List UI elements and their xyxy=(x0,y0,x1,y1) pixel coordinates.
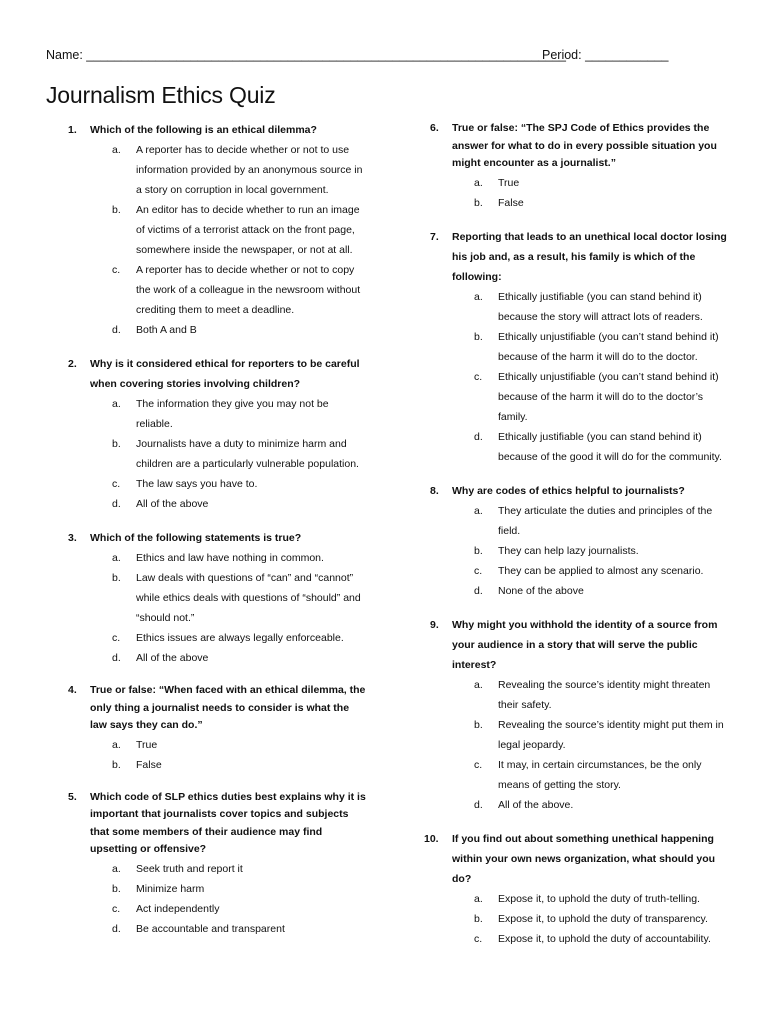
answer-option xyxy=(452,173,728,193)
answer-option xyxy=(90,140,368,200)
option-text: True xyxy=(136,738,158,751)
question-text: If you find out about something unethical happening within your own news organization, what should you do? xyxy=(452,832,716,885)
option-text: A reporter has to decide whether or not to use information provided by an anonymous source in a story on corruption in local government. xyxy=(136,144,363,196)
option-letter: a. xyxy=(474,290,483,303)
answer-option xyxy=(90,568,368,628)
question-text: Why are codes of ethics helpful to journalists? xyxy=(452,484,685,497)
option-text: Revealing the source’s identity might put them in legal jeopardy. xyxy=(498,718,724,751)
answer-option xyxy=(452,675,728,715)
option-text: The law says you have to. xyxy=(136,478,258,490)
option-letter: c. xyxy=(112,902,121,915)
option-text: Journalists have a duty to minimize harm and children are a particularly vulnerable population. xyxy=(136,438,359,470)
option-letter: d. xyxy=(112,498,121,510)
question-1 xyxy=(46,120,368,340)
question-text: Which code of SLP ethics duties best explains why it is important that journalists cover topics and subjects that some members of their audience may find upsetting or offensive? xyxy=(90,790,366,855)
question-2 xyxy=(46,354,368,514)
option-text: Ethically justifiable (you can stand behind it) because the story will attract lots of readers. xyxy=(498,290,703,323)
answer-option xyxy=(90,200,368,260)
option-letter: b. xyxy=(112,882,121,895)
option-letter: b. xyxy=(112,438,121,450)
option-letter: d. xyxy=(474,430,483,443)
question-text: Reporting that leads to an unethical local doctor losing his job and, as a result, his family is which of the following: xyxy=(452,230,727,283)
answer-option xyxy=(452,795,728,815)
answer-option xyxy=(90,755,368,775)
question-9 xyxy=(408,615,728,815)
option-letter: b. xyxy=(474,912,483,925)
question-10 xyxy=(408,829,728,949)
option-letter: a. xyxy=(112,552,121,564)
answer-options xyxy=(452,501,728,601)
option-letter: c. xyxy=(474,564,483,577)
answer-option xyxy=(452,755,728,795)
option-text: False xyxy=(136,758,162,771)
answer-option xyxy=(90,899,368,919)
option-text: Ethics and law have nothing in common. xyxy=(136,552,324,564)
answer-option xyxy=(452,427,728,467)
option-text: Ethically unjustifiable (you can’t stand behind it) because of the harm it will do to the doctor. xyxy=(498,330,719,363)
option-text: Be accountable and transparent xyxy=(136,922,285,935)
header xyxy=(46,48,726,62)
question-number: 8. xyxy=(430,484,439,497)
option-text: A reporter has to decide whether or not to copy the work of a colleague in the newsroom without crediting them to meet a deadline. xyxy=(136,264,361,316)
answer-option xyxy=(452,367,728,427)
question-number: 3. xyxy=(68,532,77,544)
option-text: Minimize harm xyxy=(136,882,205,895)
question-number: 6. xyxy=(430,122,439,134)
answer-options xyxy=(452,675,728,815)
option-letter: a. xyxy=(112,862,121,875)
left-column xyxy=(46,120,368,939)
answer-option xyxy=(90,628,368,648)
answer-option xyxy=(90,735,368,755)
question-text: True or false: “When faced with an ethical dilemma, the only thing a journalist needs to consider is what the law says they can do.” xyxy=(90,684,366,731)
question-3 xyxy=(46,528,368,668)
answer-option xyxy=(452,561,728,581)
period-field-line: Period: ____________ xyxy=(542,48,669,62)
question-5 xyxy=(46,789,368,939)
option-text: They articulate the duties and principles of the field. xyxy=(498,504,713,537)
question-8 xyxy=(408,481,728,601)
answer-option xyxy=(452,327,728,367)
option-letter: c. xyxy=(474,758,483,771)
answer-option xyxy=(90,879,368,899)
answer-options xyxy=(90,859,368,939)
option-letter: d. xyxy=(112,922,121,935)
option-letter: c. xyxy=(474,370,483,383)
option-letter: b. xyxy=(474,718,483,731)
answer-option xyxy=(452,715,728,755)
question-4 xyxy=(46,682,368,775)
answer-option xyxy=(90,548,368,568)
option-letter: c. xyxy=(112,264,121,276)
option-letter: a. xyxy=(112,738,121,751)
option-letter: d. xyxy=(112,324,121,336)
question-number: 7. xyxy=(430,230,439,243)
question-number: 10. xyxy=(424,832,439,845)
question-text: True or false: “The SPJ Code of Ethics provides the answer for what to do in every possible situation you might encounter as a journalist.” xyxy=(452,122,717,169)
option-letter: b. xyxy=(112,204,121,216)
question-text: Why is it considered ethical for reporters to be careful when covering stories involving children? xyxy=(90,358,360,390)
option-letter: a. xyxy=(474,176,483,189)
option-text: All of the above. xyxy=(498,798,574,811)
answer-option xyxy=(90,474,368,494)
answer-option xyxy=(452,287,728,327)
option-letter: d. xyxy=(112,652,121,664)
answer-option xyxy=(452,541,728,561)
right-column xyxy=(408,120,728,949)
option-text: Ethically justifiable (you can stand behind it) because of the good it will do for the community. xyxy=(498,430,722,463)
option-text: They can help lazy journalists. xyxy=(498,544,639,557)
answer-option xyxy=(90,434,368,474)
question-text: Which of the following statements is true? xyxy=(90,532,302,544)
answer-options xyxy=(90,548,368,668)
option-letter: b. xyxy=(474,544,483,557)
answer-options xyxy=(452,173,728,213)
option-letter: b. xyxy=(474,196,483,209)
option-letter: b. xyxy=(474,330,483,343)
option-letter: c. xyxy=(112,478,121,490)
option-text: False xyxy=(498,196,524,209)
answer-option xyxy=(90,919,368,939)
option-letter: a. xyxy=(474,504,483,517)
answer-option xyxy=(452,889,728,909)
answer-option xyxy=(452,909,728,929)
option-letter: d. xyxy=(474,584,483,597)
question-6 xyxy=(408,120,728,213)
question-text: Why might you withhold the identity of a source from your audience in a story that will serve the public interest? xyxy=(452,618,718,671)
option-text: True xyxy=(498,176,520,189)
option-text: None of the above xyxy=(498,584,584,597)
option-letter: a. xyxy=(112,398,121,410)
answer-option xyxy=(452,501,728,541)
answer-option xyxy=(90,648,368,668)
answer-option xyxy=(452,193,728,213)
option-text: Expose it, to uphold the duty of truth-telling. xyxy=(498,892,700,905)
option-text: The information they give you may not be reliable. xyxy=(136,398,329,430)
option-letter: c. xyxy=(474,932,483,945)
option-text: They can be applied to almost any scenario. xyxy=(498,564,704,577)
option-text: Ethically unjustifiable (you can’t stand behind it) because of the harm it will do to the doctor’s family. xyxy=(498,370,719,423)
option-text: Both A and B xyxy=(136,324,197,336)
answer-option xyxy=(452,929,728,949)
question-text: Which of the following is an ethical dilemma? xyxy=(90,124,317,136)
answer-options xyxy=(90,394,368,514)
question-number: 9. xyxy=(430,618,439,631)
option-text: Seek truth and report it xyxy=(136,862,243,875)
option-text: Act independently xyxy=(136,902,220,915)
name-field-line: Name: _____________________________________________________________________ xyxy=(46,48,566,62)
option-text: Expose it, to uphold the duty of transparency. xyxy=(498,912,708,925)
question-7 xyxy=(408,227,728,467)
option-text: All of the above xyxy=(136,652,209,664)
option-text: An editor has to decide whether to run an image of victims of a terrorist attack on the front page, somewhere inside the newspaper, or not at all. xyxy=(136,204,360,256)
question-number: 4. xyxy=(68,684,77,696)
answer-options xyxy=(90,735,368,775)
answer-option xyxy=(452,581,728,601)
option-letter: b. xyxy=(112,572,121,584)
option-text: All of the above xyxy=(136,498,209,510)
answer-options xyxy=(452,287,728,467)
answer-option xyxy=(90,320,368,340)
option-letter: b. xyxy=(112,758,121,771)
option-text: Expose it, to uphold the duty of accountability. xyxy=(498,932,711,945)
question-number: 2. xyxy=(68,358,77,370)
answer-option xyxy=(90,494,368,514)
answer-option xyxy=(90,260,368,320)
question-number: 5. xyxy=(68,790,77,803)
page-title: Journalism Ethics Quiz xyxy=(46,82,276,108)
option-letter: a. xyxy=(474,678,483,691)
answer-option xyxy=(90,859,368,879)
question-number: 1. xyxy=(68,124,77,136)
answer-options xyxy=(452,889,728,949)
option-text: Law deals with questions of “can” and “cannot” while ethics deals with questions of “should” and “should not.” xyxy=(136,572,361,624)
answer-options xyxy=(90,140,368,340)
option-text: Revealing the source’s identity might threaten their safety. xyxy=(498,678,711,711)
option-text: Ethics issues are always legally enforceable. xyxy=(136,632,344,644)
option-letter: d. xyxy=(474,798,483,811)
option-letter: a. xyxy=(474,892,483,905)
option-letter: c. xyxy=(112,632,121,644)
option-letter: a. xyxy=(112,144,121,156)
answer-option xyxy=(90,394,368,434)
option-text: It may, in certain circumstances, be the only means of getting the story. xyxy=(498,758,702,791)
